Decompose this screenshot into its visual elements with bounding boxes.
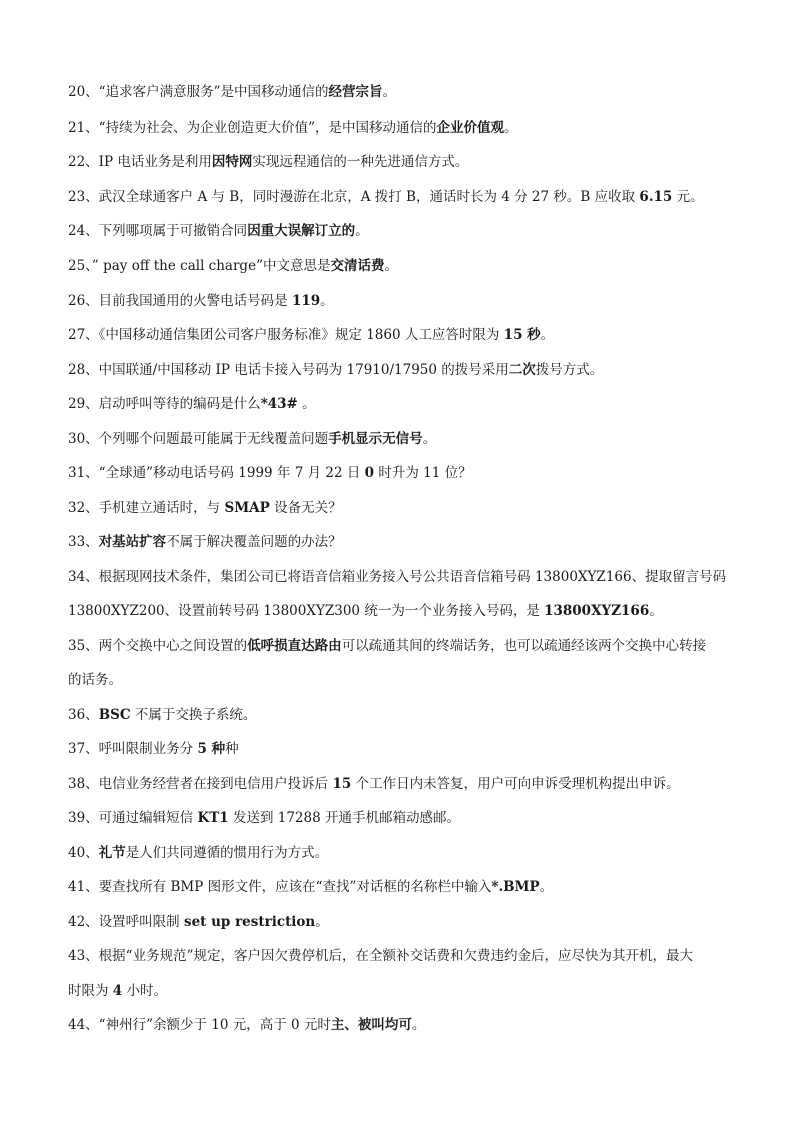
question-text: 发送到 17288 开通手机邮箱动感邮。 [228, 810, 460, 826]
question-text: 39、可通过编辑短信 [68, 810, 198, 826]
question-text: 31、“全球通”移动电话号码 1999 年 7 月 22 日 [68, 465, 365, 481]
question-text: 。 [382, 84, 396, 100]
question-text: 。 [297, 396, 316, 412]
answer-text: 5 种 [197, 741, 226, 757]
text-line [68, 774, 748, 794]
answer-text: *43# [260, 396, 298, 412]
text-line [68, 739, 748, 759]
question-text: 13800XYZ200、设置前转号码 13800XYZ300 统一为一个业务接入号码，是 [68, 603, 545, 619]
text-line [68, 221, 748, 241]
question-text: 44、“神州行”余额少于 10 元，高于 0 元时 [68, 1017, 331, 1033]
text-line [68, 394, 748, 414]
question-text: 30、个列哪个问题最可能属于无线覆盖问题 [68, 431, 329, 447]
answer-text: 13800XYZ166 [544, 603, 650, 619]
question-text: 34、根据现网技术条件，集团公司已将语音信箱业务接入号公共语音信箱号码 13800XYZ166、提取留言号码 [68, 569, 727, 585]
answer-text: KT1 [197, 810, 229, 826]
question-text: 的话务。 [68, 672, 122, 688]
answer-text: 对基站扩容 [98, 534, 167, 550]
text-line [68, 498, 748, 518]
question-text: 拨号方式。 [535, 362, 604, 378]
question-text: 。 [422, 431, 437, 447]
answer-text: 企业价值观 [436, 120, 504, 136]
answer-text: 0 [364, 465, 375, 481]
question-text: 。 [503, 120, 518, 136]
answer-text: 119 [291, 293, 321, 309]
question-text: 25、” pay off the call charge”中文意思是 [68, 258, 331, 274]
text-line [68, 601, 748, 621]
question-text: 23、武汉全球通客户 A 与 B，同时漫游在北京，A 拨打 B，通话时长为 4 分 27 秒。B 应收取 [68, 189, 640, 205]
text-line [68, 877, 748, 897]
question-text: 26、目前我国通用的火警电话号码是 [68, 293, 292, 309]
text-line [68, 705, 748, 725]
question-text: 。 [540, 327, 555, 343]
text-line [68, 946, 748, 966]
answer-text: 手机显示无信号 [328, 431, 423, 447]
text-line [68, 567, 748, 587]
question-text: 38、电信业务经营者在接到电信用户投诉后 [68, 776, 333, 792]
text-line [68, 82, 748, 102]
question-text: 种 [225, 741, 239, 757]
question-text: 35、两个交换中心之间设置的 [68, 638, 248, 654]
text-line [68, 429, 748, 449]
question-text: 36、 [68, 707, 99, 723]
answer-text: 交清话费 [330, 258, 385, 274]
question-text: 是人们共同遵循的惯用行为方式。 [125, 845, 329, 861]
text-line [68, 808, 748, 828]
text-line [68, 1015, 748, 1035]
text-line [68, 118, 748, 138]
question-text: 32、手机建立通话时，与 [68, 500, 225, 516]
question-text: 。 [649, 603, 663, 619]
question-text: 。 [384, 258, 398, 274]
question-text: 。 [411, 1017, 426, 1033]
text-line [68, 912, 748, 932]
text-line [68, 187, 748, 207]
question-text: 43、根据“业务规范”规定，客户因欠费停机后，在全额补交话费和欠费违约金后，应尽快为其开机，最大 [68, 948, 693, 964]
question-text: 28、中国联通/中国移动 IP 电话卡接入号码为 17910/17950 的拨号采用 [68, 362, 509, 378]
text-line [68, 636, 748, 656]
question-text: 。 [355, 223, 369, 239]
question-text: 可以疏通其间的终端话务，也可以疏通经该两个交换中心转接 [341, 638, 707, 654]
text-line [68, 532, 748, 552]
answer-text: SMAP [224, 500, 270, 516]
question-text: 29、启动呼叫等待的编码是什么 [68, 396, 261, 412]
answer-text: 6.15 [639, 189, 673, 205]
question-text: 小时。 [122, 983, 167, 999]
question-text: 40、 [68, 845, 99, 861]
answer-text: set up restriction [183, 914, 316, 930]
question-text: 元。 [672, 189, 704, 205]
answer-text: 4 [112, 983, 123, 999]
text-line [68, 463, 748, 483]
question-text: 41、要查找所有 BMP 图形文件，应该在“查找”对话框的名称栏中输入 [68, 879, 492, 895]
answer-text: 二次 [508, 362, 536, 378]
answer-text: 15 秒 [503, 327, 541, 343]
answer-text: 15 [332, 776, 352, 792]
text-line [68, 981, 748, 1001]
question-text: 22、IP 电话业务是利用 [68, 154, 212, 170]
answer-text: BSC [98, 707, 131, 723]
answer-text: *.BMP [491, 879, 540, 895]
question-text: 37、呼叫限制业务分 [68, 741, 198, 757]
question-text: 时限为 [68, 983, 113, 999]
answer-text: 主、被叫均可 [330, 1017, 412, 1033]
question-text: 24、下列哪项属于可撤销合同 [68, 223, 248, 239]
question-text: 33、 [68, 534, 99, 550]
question-text: 21、“持续为社会、为企业创造更大价值”，是中国移动通信的 [68, 120, 437, 136]
question-text: 。 [315, 914, 329, 930]
question-text: 。 [320, 293, 334, 309]
text-line [68, 291, 748, 311]
question-text: 不属于解决覆盖问题的办法？ [166, 534, 342, 550]
question-text: 。 [539, 879, 554, 895]
question-text: 设备无关？ [269, 500, 342, 516]
answer-text: 因重大误解订立的 [247, 223, 356, 239]
question-text: 42、设置呼叫限制 [68, 914, 184, 930]
text-line [68, 670, 748, 690]
question-text: 实现远程通信的一种先进通信方式。 [252, 154, 469, 170]
question-text: 个工作日内未答复，用户可向申诉受理机构提出申诉。 [351, 776, 680, 792]
answer-text: 低呼损直达路由 [247, 638, 342, 654]
answer-text: 礼节 [98, 845, 126, 861]
text-line [68, 256, 748, 276]
text-line [68, 152, 748, 172]
question-text: 不属于交换子系统。 [130, 707, 257, 723]
text-line [68, 325, 748, 345]
text-line [68, 843, 748, 863]
answer-text: 因特网 [211, 154, 253, 170]
question-text: 时升为 11 位？ [374, 465, 472, 481]
text-line [68, 360, 748, 380]
question-text: 20、“追求客户满意服务”是中国移动通信的 [68, 84, 329, 100]
question-text: 27、《中国移动通信集团公司客户服务标准》规定 1860 人工应答时限为 [68, 327, 504, 343]
answer-text: 经营宗旨 [328, 84, 383, 100]
